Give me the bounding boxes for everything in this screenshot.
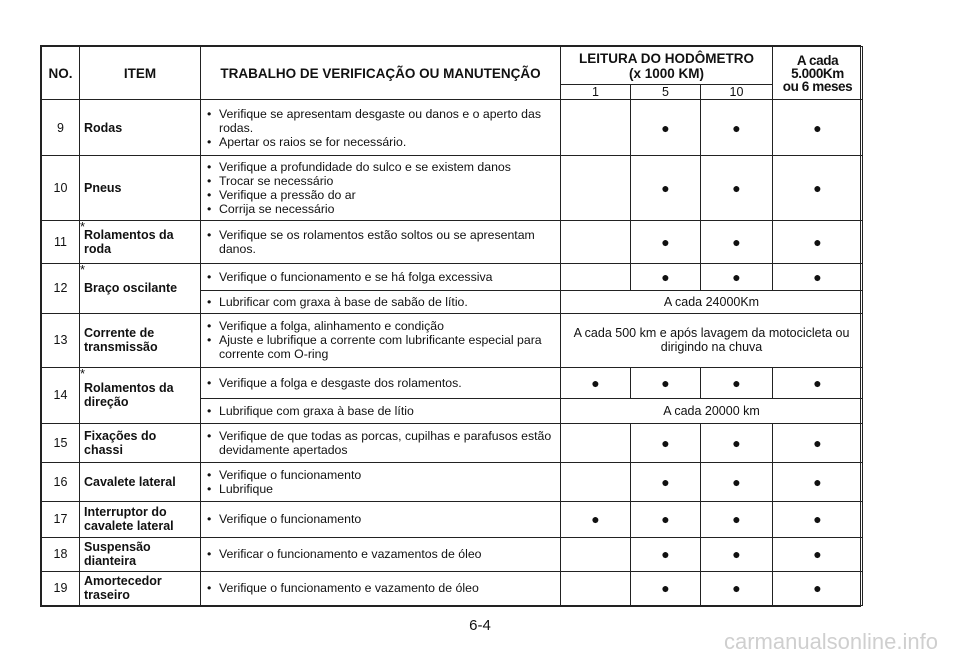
row-number-text: 14 — [53, 388, 68, 403]
dot-icon: ● — [813, 511, 822, 528]
dot-cell — [631, 263, 701, 291]
dot-cell — [701, 221, 773, 264]
header-odometer — [561, 47, 773, 85]
work-cell — [201, 367, 561, 398]
dot-cell — [561, 367, 631, 398]
row-number-text: 17 — [53, 512, 68, 527]
table-row — [42, 221, 863, 264]
header-no: NO. — [42, 47, 80, 100]
header-odo-5: 5 — [631, 85, 701, 100]
dot-cell — [701, 463, 773, 501]
dot-icon: ● — [661, 474, 670, 491]
work-list — [205, 376, 556, 390]
work-list — [205, 429, 556, 457]
dot-icon: ● — [732, 474, 741, 491]
work-list — [205, 468, 556, 496]
row-number — [42, 463, 80, 501]
dot-every — [773, 537, 863, 571]
dot-icon: ● — [813, 546, 822, 563]
work-list — [205, 107, 556, 149]
critical-mark: * — [79, 261, 85, 277]
work-item: • Verifique a pressão do ar — [205, 188, 556, 202]
dot-every — [773, 156, 863, 221]
row-item: Suspensão dianteira — [80, 537, 201, 571]
dot-cell — [561, 463, 631, 501]
dot-icon: ● — [732, 269, 741, 285]
dot-icon: ● — [661, 233, 670, 250]
work-cell — [201, 501, 561, 537]
dot-cell — [701, 156, 773, 221]
dot-icon: ● — [813, 580, 822, 597]
row-number — [42, 365, 85, 423]
dot-icon: ● — [732, 119, 741, 136]
work-list — [205, 581, 556, 595]
work-list — [205, 512, 556, 526]
dot-icon: ● — [732, 233, 741, 250]
row-item: Fixações do chassi — [80, 424, 201, 463]
work-item: • Verifique a folga, alinhamento e condição — [205, 319, 556, 333]
row-number-text: 16 — [53, 475, 68, 490]
work-item: • Verificar o funcionamento e vazamentos de óleo — [205, 547, 556, 561]
dot-icon: ● — [732, 580, 741, 597]
row-number — [42, 156, 80, 221]
interval-note: A cada 20000 km — [561, 398, 863, 424]
table-row — [42, 263, 863, 291]
work-item: • Lubrifique — [205, 482, 556, 496]
work-item: • Lubrificar com graxa à base de sabão de lítio. — [205, 295, 556, 309]
work-cell — [201, 156, 561, 221]
work-item: • Apertar os raios se for necessário. — [205, 135, 556, 149]
critical-mark: * — [79, 365, 85, 381]
dot-icon: ● — [813, 119, 822, 136]
header-every-line3: ou 6 meses — [782, 78, 853, 94]
dot-cell — [561, 501, 631, 537]
row-number-text: 11 — [54, 234, 67, 249]
row-number-text: 15 — [53, 436, 68, 451]
work-list — [205, 270, 556, 284]
dot-cell — [561, 100, 631, 156]
work-item: • Verifique o funcionamento e se há folga excessiva — [205, 270, 556, 284]
dot-every — [773, 424, 863, 463]
table-row — [42, 571, 863, 605]
row-number — [42, 571, 80, 605]
dot-icon: ● — [732, 546, 741, 563]
dot-icon: ● — [732, 511, 741, 528]
dot-icon: ● — [732, 435, 741, 452]
row-number — [42, 501, 80, 537]
row-item: Rodas — [80, 100, 201, 156]
work-cell — [201, 313, 561, 367]
work-cell — [201, 221, 561, 264]
table-row — [42, 367, 863, 398]
work-item: • Verifique de que todas as porcas, cupilhas e parafusos estão devidamente apertados — [205, 429, 556, 457]
row-item: Cavalete lateral — [80, 463, 201, 501]
row-number — [42, 100, 80, 156]
work-item: • Verifique o funcionamento — [205, 468, 556, 482]
dot-cell — [631, 367, 701, 398]
dot-icon: ● — [661, 180, 670, 197]
dot-icon: ● — [661, 269, 670, 285]
table-row — [42, 424, 863, 463]
dot-icon: ● — [732, 374, 741, 391]
work-list — [205, 228, 556, 256]
dot-icon: ● — [661, 119, 670, 136]
dot-cell — [561, 156, 631, 221]
work-item: • Verifique se os rolamentos estão soltos ou se apresentam danos. — [205, 228, 556, 256]
table-row — [42, 100, 863, 156]
header-odo-1: 1 — [561, 85, 631, 100]
dot-cell — [561, 263, 631, 291]
header-odometer-line1: LEITURA DO HODÔMETRO — [579, 50, 754, 66]
row-number-text: 10 — [53, 181, 68, 196]
work-list — [205, 319, 556, 361]
dot-icon: ● — [661, 546, 670, 563]
dot-cell — [561, 537, 631, 571]
dot-cell — [701, 501, 773, 537]
work-item: • Lubrifique com graxa à base de lítio — [205, 404, 556, 418]
header-item: ITEM — [80, 47, 201, 100]
header-odometer-line2: (x 1000 KM) — [628, 65, 705, 81]
row-number — [42, 537, 80, 571]
work-item: • Trocar se necessário — [205, 174, 556, 188]
dot-every — [773, 367, 863, 398]
header-every-line1: A cada — [796, 52, 839, 68]
dot-cell — [701, 571, 773, 605]
work-cell — [201, 537, 561, 571]
row-item: Rolamentos da direção — [80, 367, 201, 423]
dot-icon: ● — [813, 435, 822, 452]
interval-note: A cada 500 km e após lavagem da motocicleta ou dirigindo na chuva — [561, 313, 863, 367]
work-cell — [201, 100, 561, 156]
table-row — [42, 537, 863, 571]
header-odo-10: 10 — [701, 85, 773, 100]
dot-icon: ● — [661, 511, 670, 528]
work-item: • Corrija se necessário — [205, 202, 556, 216]
dot-cell — [631, 424, 701, 463]
work-item: • Verifique se apresentam desgaste ou danos e o aperto das rodas. — [205, 107, 556, 135]
work-list — [205, 160, 556, 216]
header-every — [773, 47, 863, 100]
dot-cell — [701, 367, 773, 398]
dot-icon: ● — [591, 374, 600, 391]
row-number — [42, 261, 85, 313]
work-list — [205, 404, 556, 418]
critical-mark: * — [79, 219, 85, 235]
dot-icon: ● — [591, 511, 600, 528]
dot-every — [773, 100, 863, 156]
dot-cell — [701, 100, 773, 156]
row-number — [42, 424, 80, 463]
dot-cell — [631, 221, 701, 264]
dot-icon: ● — [813, 474, 822, 491]
work-list — [205, 547, 556, 561]
dot-every — [773, 501, 863, 537]
dot-cell — [631, 571, 701, 605]
table-row — [42, 313, 863, 367]
row-number-text: 19 — [53, 581, 68, 596]
work-cell — [201, 398, 561, 424]
header-work: TRABALHO DE VERIFICAÇÃO OU MANUTENÇÃO — [201, 47, 561, 100]
dot-icon: ● — [813, 180, 822, 197]
dot-cell — [631, 156, 701, 221]
dot-cell — [631, 537, 701, 571]
row-item: Pneus — [80, 156, 201, 221]
work-cell — [201, 463, 561, 501]
row-number-text: 12 — [53, 281, 68, 296]
maintenance-table-frame — [40, 45, 861, 607]
row-item: Interruptor do cavalete lateral — [80, 501, 201, 537]
dot-icon: ● — [661, 374, 670, 391]
dot-cell — [701, 263, 773, 291]
header-every-line2: 5.000Km — [791, 65, 844, 81]
dot-cell — [631, 463, 701, 501]
dot-cell — [701, 424, 773, 463]
dot-cell — [561, 424, 631, 463]
watermark: carmanualsonline.info — [723, 629, 938, 654]
row-number — [42, 313, 80, 367]
work-item: • Verifique o funcionamento — [205, 512, 556, 526]
row-number-text: 9 — [57, 120, 64, 135]
dot-icon: ● — [661, 435, 670, 452]
work-cell — [201, 263, 561, 291]
dot-cell — [631, 100, 701, 156]
interval-note: A cada 24000Km — [561, 291, 863, 313]
dot-icon: ● — [732, 180, 741, 197]
dot-icon: ● — [813, 233, 822, 250]
dot-cell — [631, 501, 701, 537]
dot-icon: ● — [813, 374, 822, 391]
dot-every — [773, 263, 863, 291]
table-row — [42, 501, 863, 537]
work-item: • Ajuste e lubrifique a corrente com lubrificante especial para corrente com O-ring — [205, 333, 556, 361]
table-body — [42, 100, 863, 606]
dot-every — [773, 463, 863, 501]
work-item: • Verifique a profundidade do sulco e se existem danos — [205, 160, 556, 174]
dot-every — [773, 221, 863, 264]
row-number-text: 13 — [53, 333, 68, 348]
table-row — [42, 156, 863, 221]
dot-every — [773, 571, 863, 605]
dot-cell — [561, 571, 631, 605]
row-item: Corrente de transmissão — [80, 313, 201, 367]
row-item: Braço oscilante — [80, 263, 201, 313]
dot-cell — [701, 537, 773, 571]
row-item: Rolamentos da roda — [80, 221, 201, 264]
work-cell — [201, 291, 561, 313]
dot-icon: ● — [813, 269, 822, 285]
work-cell — [201, 571, 561, 605]
row-item: Amortecedor traseiro — [80, 571, 201, 605]
work-item: • Verifique a folga e desgaste dos rolamentos. — [205, 376, 556, 390]
page-number: 6-4 — [469, 617, 491, 634]
work-list — [205, 295, 556, 309]
work-item: • Verifique o funcionamento e vazamento de óleo — [205, 581, 556, 595]
work-cell — [201, 424, 561, 463]
dot-cell — [561, 221, 631, 264]
maintenance-table — [41, 46, 863, 606]
row-number — [42, 219, 85, 264]
row-number-text: 18 — [53, 547, 68, 562]
table-row — [42, 463, 863, 501]
dot-icon: ● — [661, 580, 670, 597]
